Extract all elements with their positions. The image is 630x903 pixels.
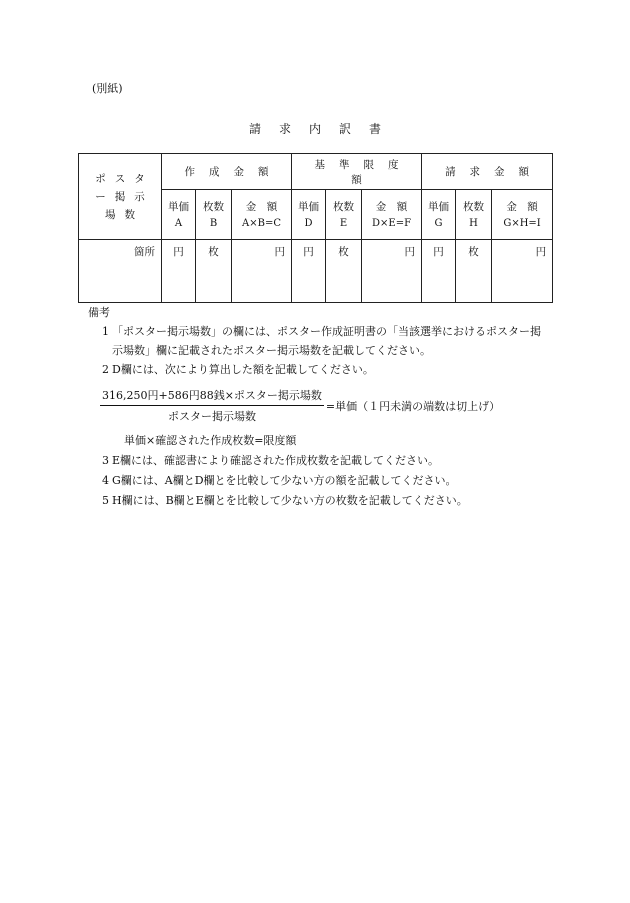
- group-header-production: 作成金額: [162, 154, 292, 190]
- row-header-poster-sites: ポスター掲示場数: [79, 154, 162, 240]
- col-header-d: 単価 D: [292, 190, 326, 240]
- col-header-e: 枚数 E: [326, 190, 362, 240]
- note-2: [88, 360, 548, 379]
- annex-label: (別紙): [92, 82, 123, 95]
- note-5-text: H欄には、B欄とE欄とを比較して少ない方の枚数を記載してください。: [112, 494, 468, 507]
- cell-e[interactable]: 枚: [326, 240, 362, 303]
- cell-g[interactable]: 円: [422, 240, 456, 303]
- col-header-h: 枚数 H: [456, 190, 492, 240]
- col-header-c: 金 額 A×B=C: [232, 190, 292, 240]
- remarks-heading: 備考: [88, 306, 110, 319]
- note-2-number: 2: [102, 363, 109, 376]
- limit-formula: 単価×確認された作成枚数=限度額: [124, 434, 297, 447]
- note-5-number: 5: [102, 494, 109, 507]
- cell-c[interactable]: 円: [232, 240, 292, 303]
- note-4: [88, 471, 548, 491]
- note-3-text: E欄には、確認書により確認された作成枚数を記載してください。: [112, 454, 440, 467]
- remarks: [88, 303, 548, 379]
- col-header-f: 金 額 D×E=F: [362, 190, 422, 240]
- note-5: [88, 491, 548, 511]
- formula-numerator: 316,250円+586円88銭×ポスター掲示場数: [100, 387, 324, 406]
- col-header-g: 単価 G: [422, 190, 456, 240]
- group-header-claim: 請求金額: [422, 154, 553, 190]
- document-title: 請求内訳書: [248, 122, 399, 136]
- note-1-number: 1: [102, 325, 109, 338]
- note-2-text: D欄には、次により算出した額を記載してください。: [112, 363, 374, 376]
- cell-d[interactable]: 円: [292, 240, 326, 303]
- col-header-b: 枚数 B: [196, 190, 232, 240]
- breakdown-table: [78, 153, 553, 303]
- note-1-text: 「ポスター掲示場数」の欄には、ポスター作成証明書の「当該選挙におけるポスター掲示場数」欄に記載されたポスター掲示場数を記載してください。: [112, 325, 541, 357]
- unit-price-formula: [100, 387, 500, 424]
- cell-a[interactable]: 円: [162, 240, 196, 303]
- cell-i[interactable]: 円: [492, 240, 553, 303]
- remarks-continued: [88, 451, 548, 511]
- cell-f[interactable]: 円: [362, 240, 422, 303]
- cell-b[interactable]: 枚: [196, 240, 232, 303]
- note-3: [88, 451, 548, 471]
- formula-fraction: [100, 387, 324, 424]
- note-4-text: G欄には、A欄とD欄とを比較して少ない方の額を記載してください。: [112, 474, 457, 487]
- group-header-limit: 基準限度額: [292, 154, 422, 190]
- cell-h[interactable]: 枚: [456, 240, 492, 303]
- col-header-a: 単価 A: [162, 190, 196, 240]
- col-header-i: 金 額 G×H=I: [492, 190, 553, 240]
- formula-result: =単価（１円未満の端数は切上げ）: [325, 399, 501, 413]
- cell-sites[interactable]: 箇所: [79, 240, 162, 303]
- note-1: [88, 322, 548, 360]
- note-4-number: 4: [102, 474, 109, 487]
- formula-denominator: ポスター掲示場数: [167, 410, 256, 423]
- note-3-number: 3: [102, 454, 109, 467]
